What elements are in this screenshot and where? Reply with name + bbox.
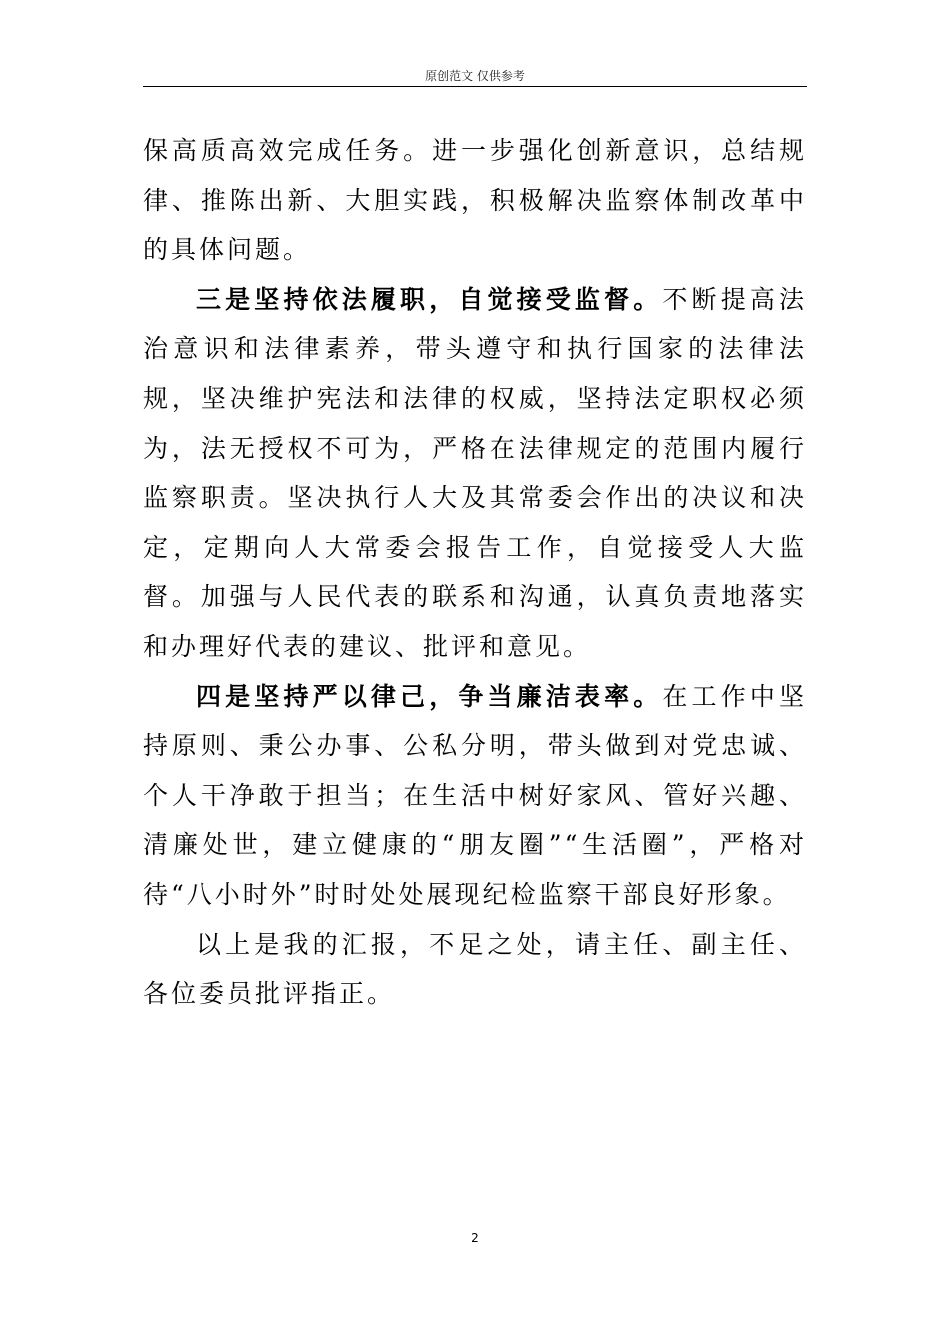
paragraph-text: 以上是我的汇报，不足之处，请主任、副主任、各位委员批评指正。 xyxy=(143,929,807,1009)
paragraph-heading: 四是坚持严以律己，争当廉洁表率。 xyxy=(196,681,663,711)
header-divider xyxy=(143,86,807,87)
paragraph-heading: 三是坚持依法履职，自觉接受监督。 xyxy=(196,284,663,314)
page-header: 原创范文 仅供参考 xyxy=(425,69,525,83)
paragraph-closing xyxy=(143,920,807,1019)
paragraph-continuation xyxy=(143,126,807,275)
paragraph-rule-of-law xyxy=(143,275,807,672)
paragraph-text: 不断提高法治意识和法律素养，带头遵守和执行国家的法律法规，坚决维护宪法和法律的权威，坚持法定职权必须为，法无授权不可为，严格在法律规定的范围内履行监察职责。坚决执行人大及其常委会作出的决议和决定，定期向人大常委会报告工作，自觉接受人大监督。加强与人民代表的联系和沟通，认真负责地落实和办理好代表的建议、批评和意见。 xyxy=(143,284,807,661)
paragraph-self-discipline xyxy=(143,672,807,920)
paragraph-text: 保高质高效完成任务。进一步强化创新意识，总结规律、推陈出新、大胆实践，积极解决监察体制改革中的具体问题。 xyxy=(143,136,807,265)
page-number: 2 xyxy=(471,1231,479,1245)
document-body xyxy=(143,126,807,1019)
paragraph-text: 在工作中坚持原则、秉公办事、公私分明，带头做到对党忠诚、个人干净敢于担当；在生活中树好家风、管好兴趣、清廉处世，建立健康的“朋友圈”“生活圈”，严格对待“八小时外”时时处处展现纪检监察干部良好形象。 xyxy=(143,681,807,909)
